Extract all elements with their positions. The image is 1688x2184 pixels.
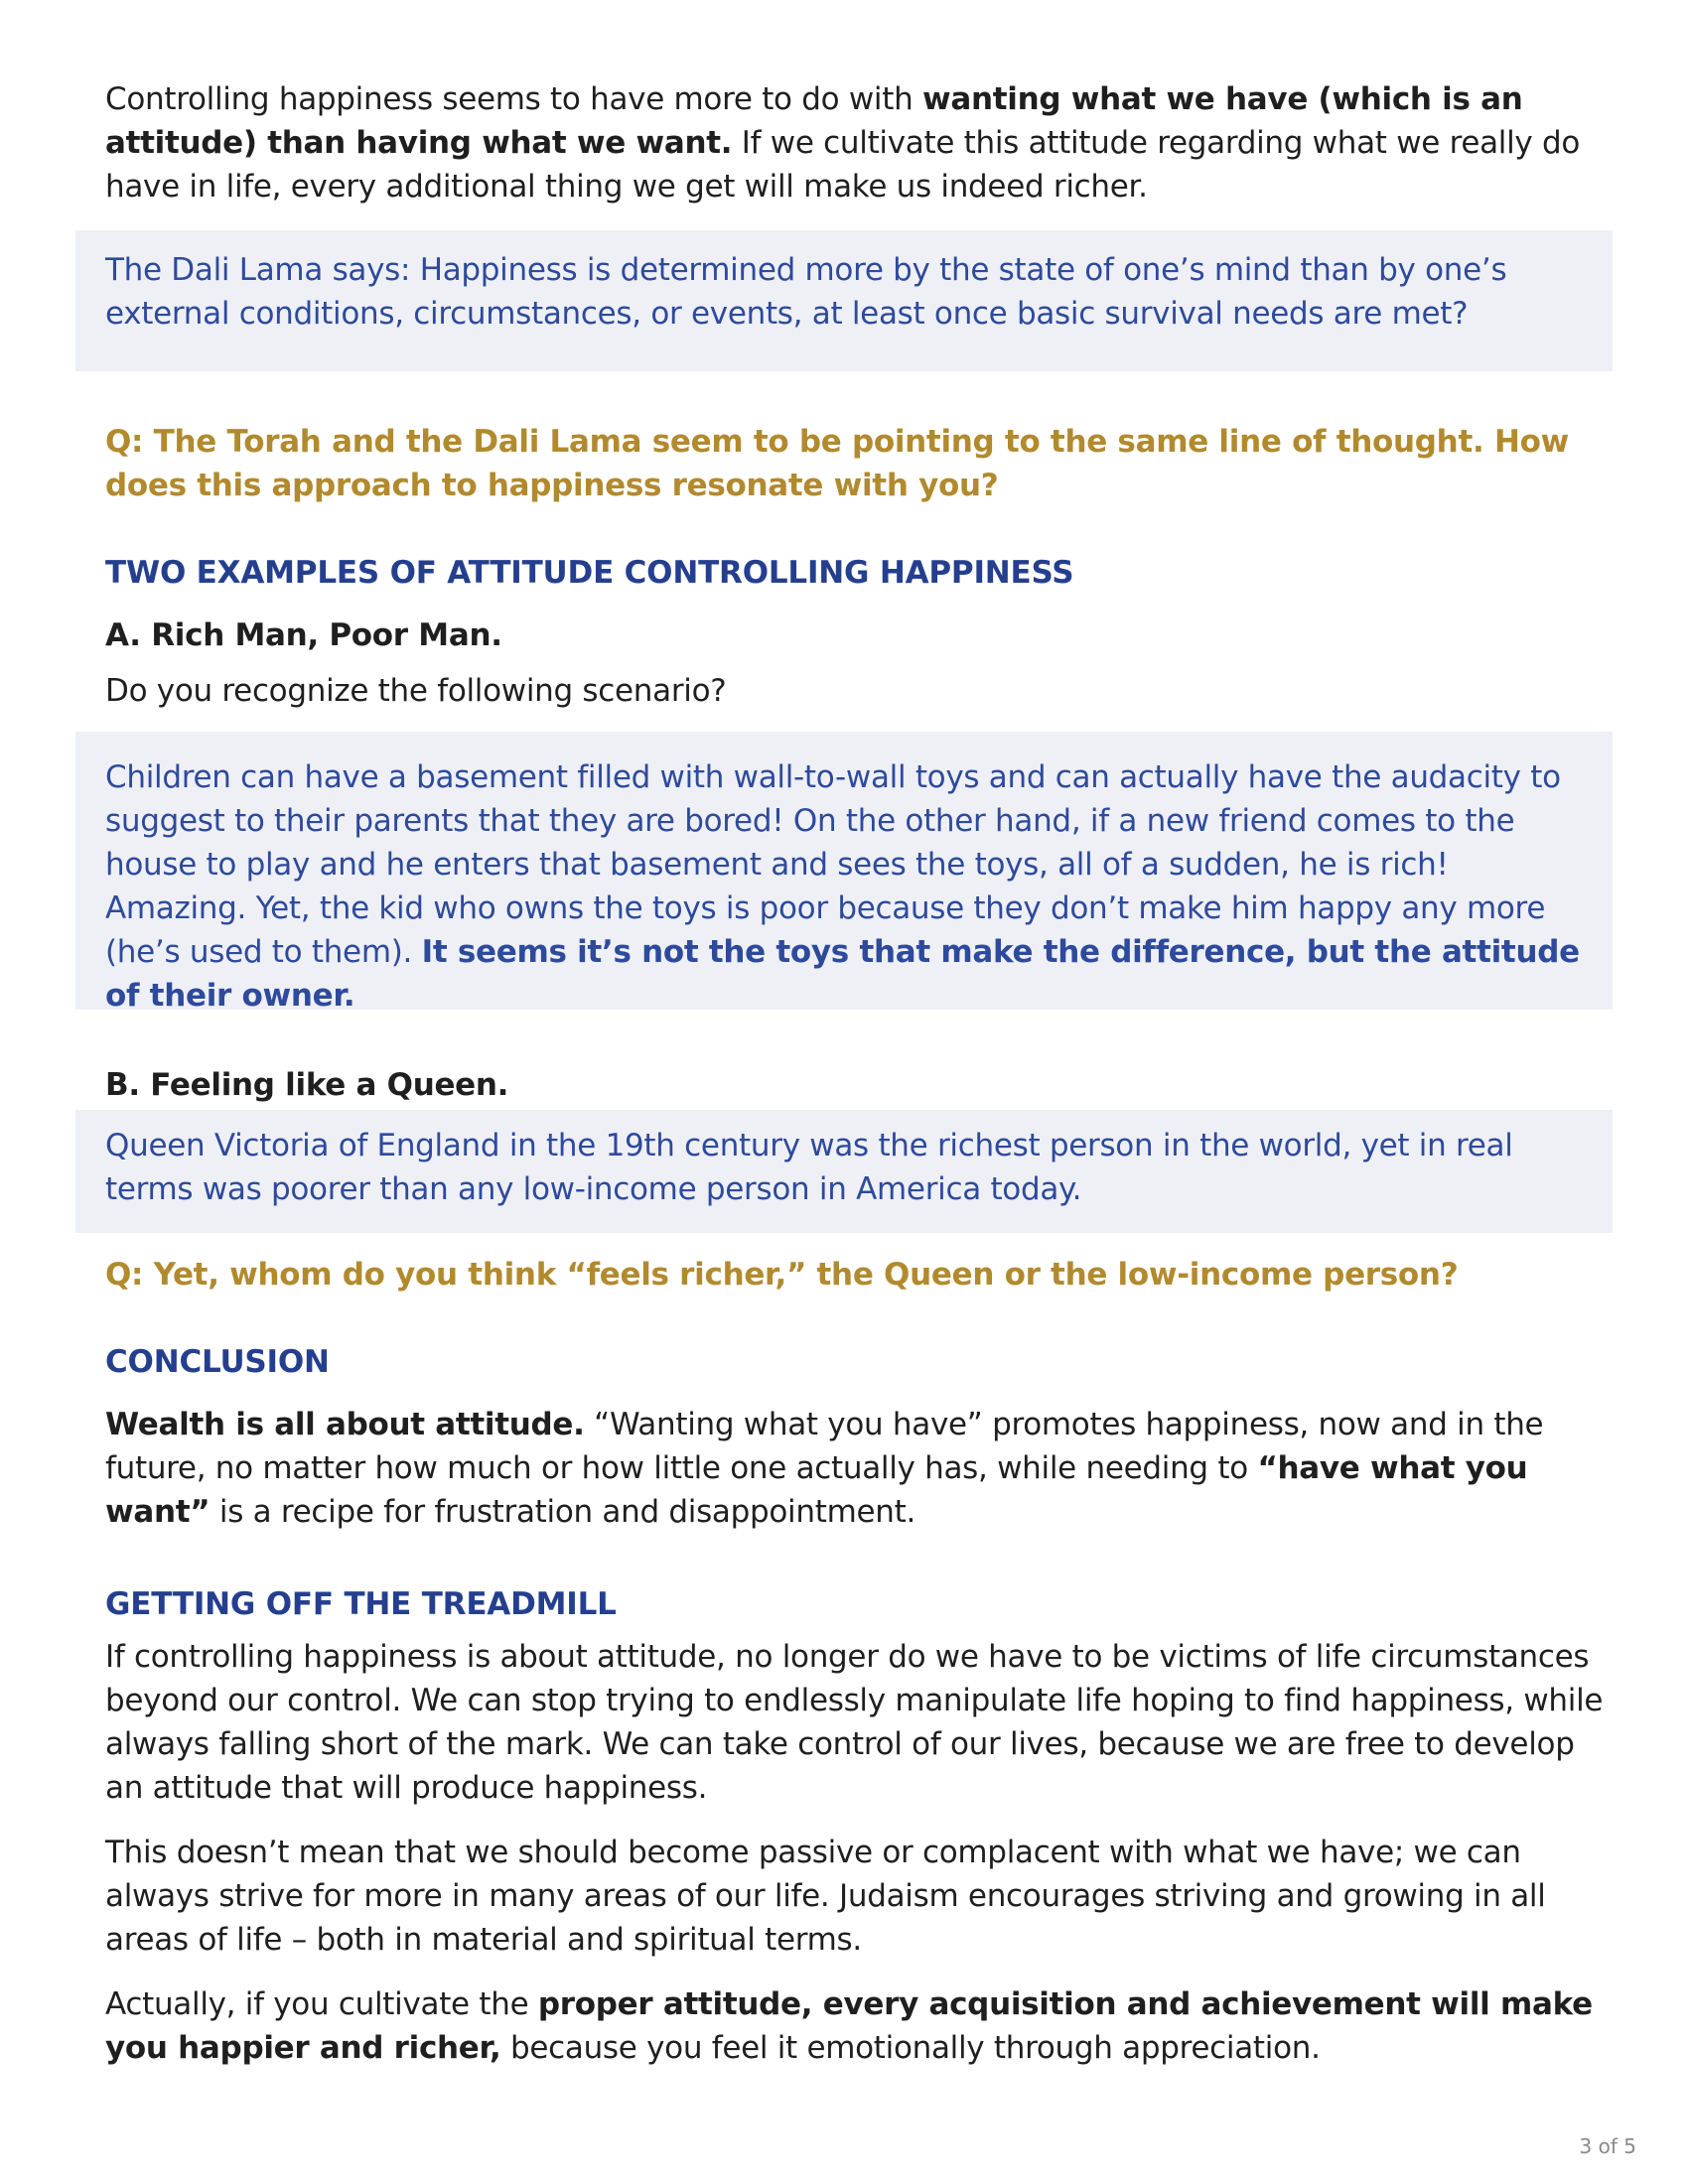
queen-victoria-text: Queen Victoria of England in the 19th century was the richest person in the world, yet in real terms was poorer than any low-income person in America today. bbox=[105, 1128, 1513, 1207]
intro-text-1: Controlling happiness seems to have more to do with bbox=[105, 81, 922, 117]
proper-attitude-bold: proper attitude, every acquisition and achievement will make you happier and richer, bbox=[105, 1986, 1593, 2066]
question-torah-dali-lama: Q: The Torah and the Dali Lama seem to be pointing to the same line of thought. How does this approach to happiness resonate with you? bbox=[105, 424, 1569, 503]
heading-conclusion: CONCLUSION bbox=[105, 1344, 330, 1380]
intro-paragraph bbox=[105, 77, 1615, 208]
heading-two-examples: TWO EXAMPLES OF ATTITUDE CONTROLLING HAPPINESS bbox=[105, 555, 1074, 591]
treadmill-paragraph: If controlling happiness is about attitude, no longer do we have to be victims of life circumstances beyond our control. We can stop trying to endlessly manipulate life hoping to find happiness, while always falling short of the mark. We can take control of our lives, because we are free to develop an attitude that will produce happiness. bbox=[105, 1639, 1604, 1806]
heading-getting-off-treadmill: GETTING OFF THE TREADMILL bbox=[105, 1586, 617, 1622]
dali-lama-callout bbox=[75, 230, 1613, 371]
proper-attitude-text-2: because you feel it emotionally through appreciation. bbox=[500, 2030, 1321, 2066]
question-feels-richer: Q: Yet, whom do you think “feels richer,” the Queen or the low-income person? bbox=[105, 1257, 1459, 1293]
striving-paragraph: This doesn’t mean that we should become passive or complacent with what we have; we can always strive for more in many areas of our life. Judaism encourages striving and growing in all areas of life – both in material and spiritual terms. bbox=[105, 1835, 1546, 1958]
conclusion-bold-2: “have what you want” bbox=[105, 1450, 1528, 1530]
conclusion-text-1: “Wanting what you have” promotes happiness, now and in the future, no matter how much or how little one actually has, while needing to bbox=[105, 1407, 1544, 1486]
toys-story-bold: It seems it’s not the toys that make the difference, but the attitude of their owner. bbox=[105, 934, 1580, 1014]
dali-lama-quote: The Dali Lama says: Happiness is determined more by the state of one’s mind than by one’s external conditions, circumstances, or events, at least once basic survival needs are met? bbox=[105, 252, 1507, 332]
intro-text-2: If we cultivate this attitude regarding what we really do have in life, every additional thing we get will make us indeed richer. bbox=[105, 125, 1581, 205]
scenario-prompt: Do you recognize the following scenario? bbox=[105, 673, 727, 709]
proper-attitude-paragraph bbox=[105, 1982, 1615, 2070]
proper-attitude-text-1: Actually, if you cultivate the bbox=[105, 1986, 538, 2022]
toys-callout bbox=[75, 732, 1613, 1014]
page-number: 3 of 5 bbox=[1579, 2134, 1636, 2158]
toys-story bbox=[75, 732, 1595, 1018]
conclusion-text-2: is a recipe for frustration and disappointment. bbox=[210, 1494, 915, 1530]
subheading-rich-man-poor-man: A. Rich Man, Poor Man. bbox=[105, 617, 502, 653]
conclusion-paragraph bbox=[105, 1403, 1615, 1534]
queen-callout bbox=[75, 1110, 1613, 1233]
subheading-feeling-like-a-queen: B. Feeling like a Queen. bbox=[105, 1067, 509, 1103]
intro-bold: wanting what we have (which is an attitude) than having what we want. bbox=[105, 81, 1523, 161]
conclusion-bold-1: Wealth is all about attitude. bbox=[105, 1407, 585, 1442]
toys-story-text: Children can have a basement filled with wall-to-wall toys and can actually have the audacity to suggest to their parents that they are bored! On the other hand, if a new friend comes to the house to play and he enters that basement and sees the toys, all of a sudden, he is rich! Amazing. Yet, the kid who owns the toys is poor because they don’t make him happy any more (he’s used to them). bbox=[105, 759, 1561, 970]
